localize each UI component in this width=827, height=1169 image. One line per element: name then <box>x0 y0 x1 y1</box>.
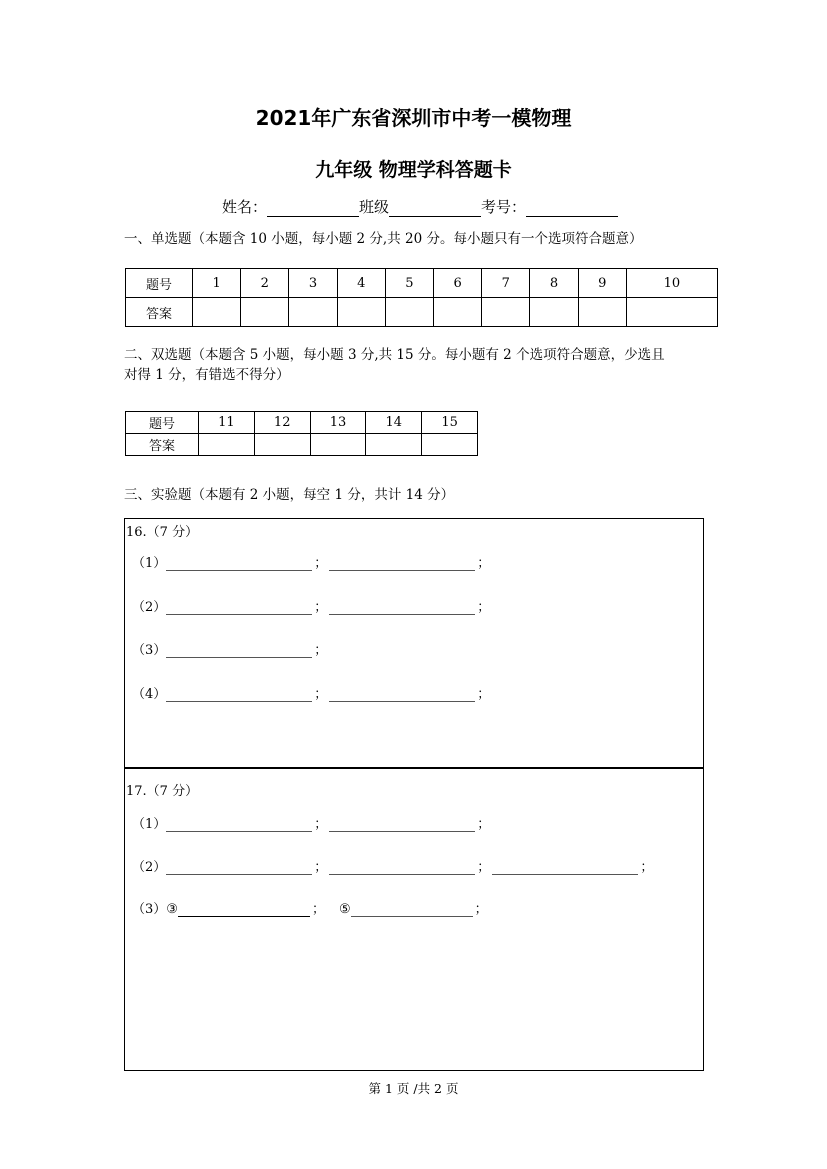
answer-cell[interactable] <box>482 298 530 327</box>
answer-cell[interactable] <box>337 298 385 327</box>
item-number: （3） <box>132 902 167 917</box>
semicolon: ； <box>311 902 325 917</box>
answer-cell[interactable] <box>385 298 433 327</box>
student-info-row <box>222 196 618 217</box>
question-number-cell: 12 <box>254 412 310 434</box>
item-number: （2） <box>132 600 167 615</box>
answer-blank[interactable] <box>329 600 475 615</box>
answer-blank[interactable] <box>166 860 312 875</box>
question-number-cell: 5 <box>385 269 433 298</box>
question-number-cell: 9 <box>578 269 626 298</box>
answer-cell[interactable] <box>193 298 241 327</box>
double-choice-answer-table <box>125 411 478 456</box>
semicolon: ； <box>474 902 488 917</box>
answer-cell[interactable] <box>626 298 717 327</box>
q16-item-4 <box>132 683 492 702</box>
answer-cell[interactable] <box>530 298 578 327</box>
semicolon: ； <box>314 687 328 702</box>
answer-cell[interactable] <box>434 298 482 327</box>
answer-blank[interactable] <box>492 860 638 875</box>
question-number-cell: 10 <box>626 269 717 298</box>
question-number-cell: 13 <box>310 412 366 434</box>
item-number: （4） <box>132 687 167 702</box>
answer-sheet-subtitle: 九年级 物理学科答题卡 <box>315 159 512 181</box>
circled-three: ③ <box>166 902 178 917</box>
answer-cell[interactable] <box>310 434 366 456</box>
question-number-cell: 4 <box>337 269 385 298</box>
answer-cell[interactable] <box>254 434 310 456</box>
answer-blank[interactable] <box>166 600 312 615</box>
question-number-cell: 14 <box>366 412 422 434</box>
answer-blank[interactable] <box>351 902 473 917</box>
semicolon: ； <box>477 600 491 615</box>
page-footer: 第 1 页 /共 2 页 <box>368 1081 459 1096</box>
item-number: （3） <box>132 643 167 658</box>
semicolon: ； <box>477 860 491 875</box>
semicolon: ； <box>477 817 491 832</box>
answer-blank[interactable] <box>329 860 475 875</box>
semicolon: ； <box>477 556 491 571</box>
question-number-cell: 11 <box>199 412 255 434</box>
answer-blank[interactable] <box>166 556 312 571</box>
answer-blank[interactable] <box>166 643 312 658</box>
question-number-cell: 8 <box>530 269 578 298</box>
answer-cell[interactable] <box>241 298 289 327</box>
answer-header: 答案 <box>126 434 199 456</box>
item-number: （1） <box>132 556 167 571</box>
section2-heading-line1: 二、双选题（本题含 5 小题，每小题 3 分,共 15 分。每小题有 2 个选项符合题意，少选且 <box>124 347 665 363</box>
question-17-title: 17.（7 分） <box>126 784 199 799</box>
q16-item-1 <box>132 552 492 571</box>
q16-item-3 <box>132 639 329 658</box>
class-field[interactable] <box>389 200 481 217</box>
item-number: （2） <box>132 860 167 875</box>
answer-blank[interactable] <box>329 556 475 571</box>
q17-item-3 <box>132 898 490 917</box>
name-field[interactable] <box>267 200 359 217</box>
semicolon: ； <box>640 860 654 875</box>
semicolon: ； <box>477 687 491 702</box>
q16-item-2 <box>132 596 492 615</box>
section2-heading-line2: 对得 1 分，有错选不得分） <box>124 367 290 383</box>
question-number-cell: 3 <box>289 269 337 298</box>
single-choice-answer-table <box>125 268 718 327</box>
question-16-title: 16.（7 分） <box>126 525 199 540</box>
semicolon: ； <box>314 860 328 875</box>
question-number-header: 题号 <box>126 412 199 434</box>
semicolon: ； <box>314 817 328 832</box>
semicolon: ； <box>314 643 328 658</box>
question-number-cell: 7 <box>482 269 530 298</box>
answer-cell[interactable] <box>199 434 255 456</box>
question-number-cell: 15 <box>422 412 478 434</box>
circled-five: ⑤ <box>338 902 351 917</box>
question-number-cell: 2 <box>241 269 289 298</box>
section3-heading: 三、实验题（本题有 2 小题，每空 1 分，共计 14 分） <box>124 487 455 503</box>
class-label: 班级 <box>359 198 390 216</box>
question-number-cell: 1 <box>193 269 241 298</box>
answer-cell[interactable] <box>366 434 422 456</box>
answer-blank[interactable] <box>166 817 312 832</box>
question-number-header: 题号 <box>126 269 193 298</box>
section1-heading: 一、单选题（本题含 10 小题，每小题 2 分,共 20 分。每小题只有一个选项符合题意） <box>124 231 643 247</box>
answer-cell[interactable] <box>422 434 478 456</box>
q17-item-2 <box>132 856 655 875</box>
answer-blank[interactable] <box>166 687 312 702</box>
document-title: 2021年广东省深圳市中考一模物理 <box>255 106 572 130</box>
name-label: 姓名： <box>222 198 268 216</box>
answer-cell[interactable] <box>289 298 337 327</box>
semicolon: ； <box>314 600 328 615</box>
answer-blank[interactable] <box>329 687 475 702</box>
question-number-cell: 6 <box>434 269 482 298</box>
exam-no-field[interactable] <box>526 200 618 217</box>
answer-header: 答案 <box>126 298 193 327</box>
answer-blank[interactable] <box>329 817 475 832</box>
exam-no-label: 考号： <box>481 198 527 216</box>
item-number: （1） <box>132 817 167 832</box>
answer-blank[interactable] <box>178 902 310 917</box>
answer-cell[interactable] <box>578 298 626 327</box>
q17-item-1 <box>132 813 492 832</box>
semicolon: ； <box>314 556 328 571</box>
